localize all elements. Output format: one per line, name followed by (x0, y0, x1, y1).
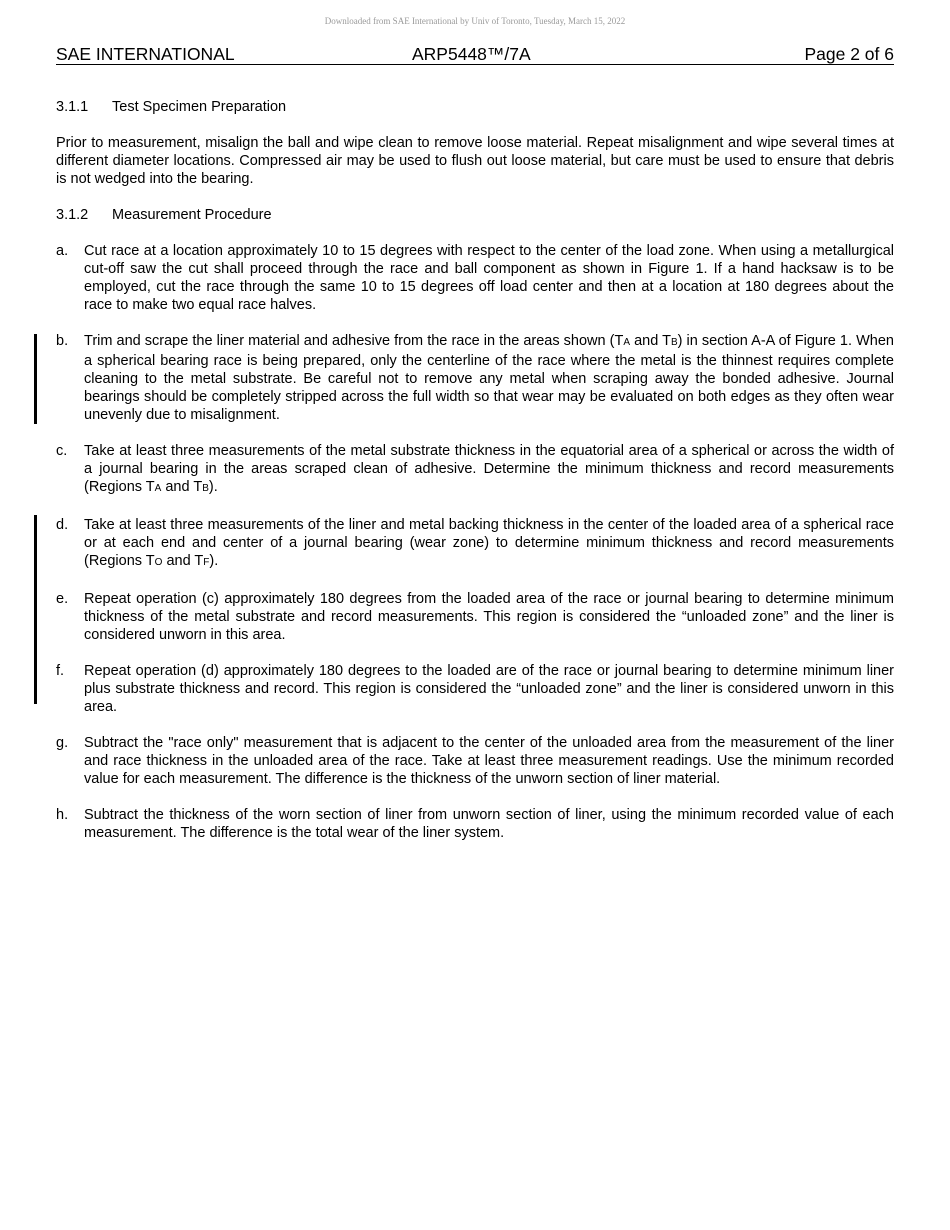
document-body (56, 98, 894, 860)
subscript: A (154, 483, 162, 494)
step-text (84, 333, 894, 423)
header-organization: SAE INTERNATIONAL (56, 44, 235, 64)
procedure-step-c (56, 442, 894, 498)
page-header (56, 44, 894, 65)
header-document-number: ARP5448™/7A (412, 44, 531, 64)
change-bar-items-d-f (34, 515, 37, 704)
step-text (84, 443, 894, 495)
step-text (84, 517, 894, 569)
step-text: Repeat operation (c) approximately 180 degrees from the loaded area of the race or journal bearing to determine minimum thickness of the metal substrate and record measurements. This region is considered the “unloaded zone” and the liner is considered unworn in this area. (84, 591, 894, 643)
step-text-part: ). (208, 479, 218, 495)
step-text-part: and T (161, 479, 203, 495)
step-text: Cut race at a location approximately 10 to 15 degrees with respect to the center of the load zone. When using a metallurgical cut-off saw the cut shall proceed through the race and ball component as shown in Figure 1. If a hand hacksaw is to be employed, cut the race through the same 10 to 15 degrees off load center and then at a location at 180 degrees about the race to make two equal race halves. (84, 243, 894, 313)
step-text-part: and T (630, 333, 671, 349)
section-title: Measurement Procedure (112, 207, 272, 223)
step-label: e. (56, 591, 69, 607)
section-heading-3-1-1 (56, 98, 894, 116)
step-label: a. (56, 243, 69, 259)
step-label: b. (56, 333, 69, 349)
section-3-1-1-paragraph: Prior to measurement, misalign the ball and wipe clean to remove loose material. Repeat misalignment and wipe several times at different diameter locations. Compressed air may be used to flush out loose material, but care must be used to ensure that debris is not wedged into the bearing. (56, 135, 894, 187)
section-heading-3-1-2 (56, 206, 894, 224)
subscript: B (670, 337, 678, 348)
subscript: O (154, 557, 163, 568)
step-label: c. (56, 443, 68, 459)
subscript: B (202, 483, 209, 494)
section-number: 3.1.2 (56, 207, 89, 223)
section-title: Test Specimen Preparation (112, 99, 287, 115)
procedure-step-b (56, 332, 894, 424)
step-label: f. (56, 663, 65, 679)
header-page-number: Page 2 of 6 (804, 44, 894, 64)
step-text-part: ). (209, 553, 219, 569)
procedure-step-d (56, 516, 894, 572)
step-label: g. (56, 735, 69, 751)
step-text-part: Trim and scrape the liner material and adhesive from the race in the areas shown (T (84, 333, 624, 349)
subscript: A (623, 337, 631, 348)
step-text-part: Take at least three measurements of the liner and metal backing thickness in the center of the loaded area of a spherical race or at each end and center of a journal bearing (wear zone) to determine minimum thickness and record measurements (Regions T (84, 517, 894, 569)
step-label: h. (56, 807, 69, 823)
procedure-step-e (56, 590, 894, 644)
procedure-step-g (56, 734, 894, 788)
section-number: 3.1.1 (56, 99, 89, 115)
download-watermark: Downloaded from SAE International by Univ of Toronto, Tuesday, March 15, 2022 (324, 16, 626, 26)
step-text-part: and T (162, 553, 204, 569)
procedure-step-f (56, 662, 894, 716)
step-text: Subtract the "race only" measurement that is adjacent to the center of the unloaded area from the measurement of the liner and race thickness in the unloaded area of the race. Take at least three measurement readings. Use the minimum recorded value for each measurement. The difference is the thickness of the unworn section of liner material. (84, 735, 894, 787)
procedure-step-h (56, 806, 894, 842)
step-text: Repeat operation (d) approximately 180 degrees to the loaded are of the race or journal bearing to determine minimum liner plus substrate thickness and record. This region is considered the “unloaded zone” and the liner is considered unworn in this area. (84, 663, 894, 715)
subscript: F (203, 557, 210, 568)
change-bar-item-b (34, 334, 37, 424)
procedure-step-a (56, 242, 894, 314)
step-text-part: ) in section A-A of Figure 1. When a spherical bearing race is being prepared, only the centerline of the race where the metal is the thinnest requires complete cleaning to the metal substrate. Be careful not to remove any metal when scraping away the bonded adhesive. Journal bearings should be completely stripped across the full width so that wear may be evaluated on both edges as they often wear unevenly due to misalignment. (84, 333, 894, 423)
step-text-part: Take at least three measurements of the metal substrate thickness in the equatorial area of a spherical or across the width of a journal bearing in the areas scraped clean of adhesive. Determine the minimum thickness and record measurements (Regions T (84, 443, 894, 495)
step-text: Subtract the thickness of the worn section of liner from unworn section of liner, using the minimum recorded value of each measurement. The difference is the total wear of the liner system. (84, 807, 894, 841)
step-label: d. (56, 517, 69, 533)
